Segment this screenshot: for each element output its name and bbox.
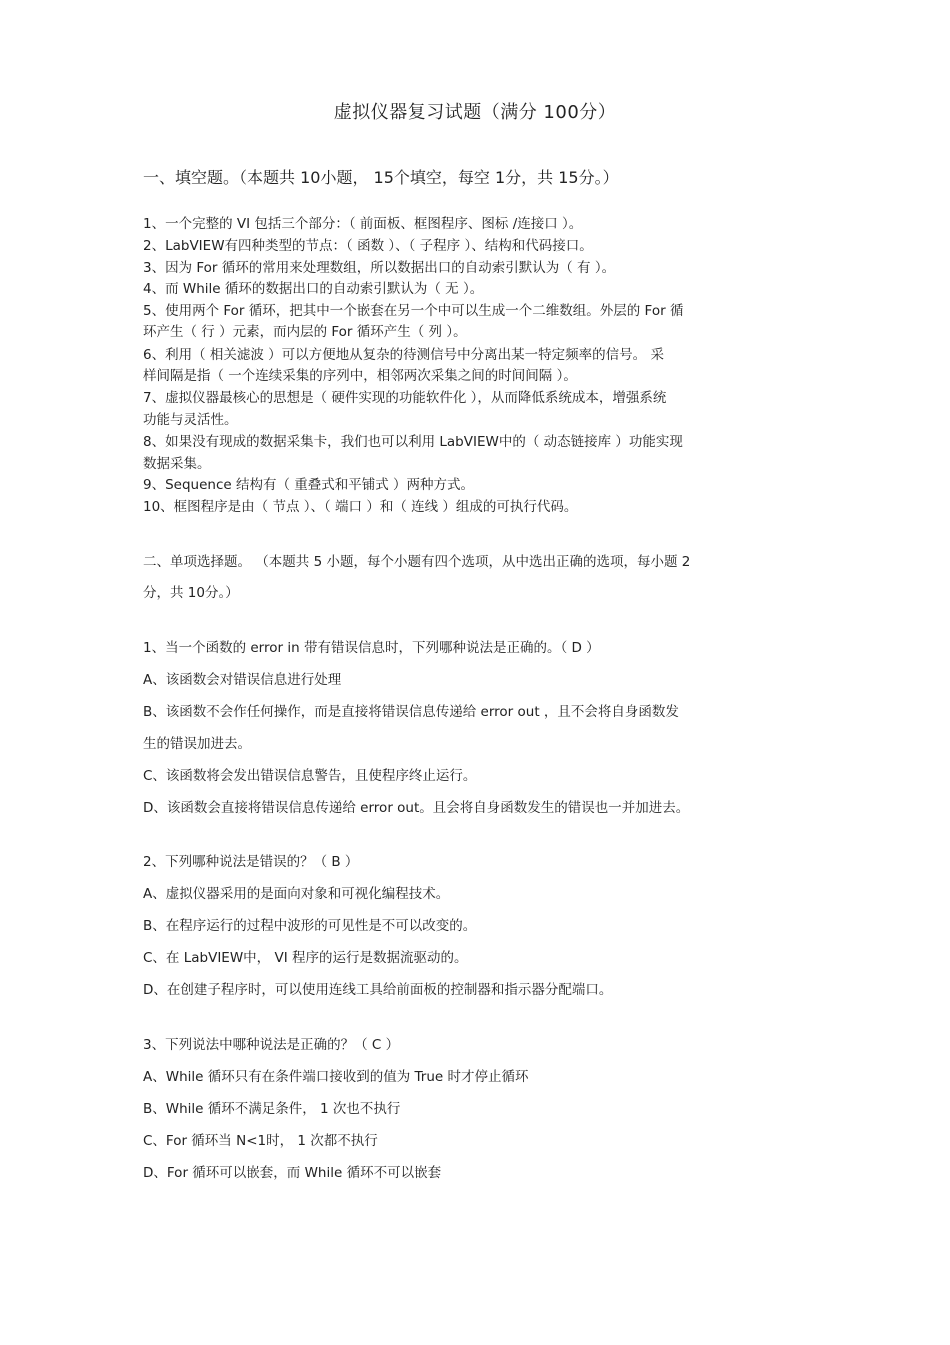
fill-line: 10、框图程序是由（ 节点 ）、（ 端口 ）和（ 连线 ）组成的可执行代码。 (143, 499, 578, 515)
option-line: B、该函数不会作任何操作，而是直接将错误信息传递给 error out ，且不会将自身函数发 (143, 704, 679, 720)
fill-line: 样间隔是指（ 一个连续采集的序列中，相邻两次采集之间的时间间隔 ）。 (143, 368, 577, 384)
fill-line: 5、使用两个 For 循环，把其中一个嵌套在另一个中可以生成一个二维数组。外层的 For 循 (143, 303, 684, 319)
fill-line: 7、虚拟仪器最核心的思想是（ 硬件实现的功能软件化 ），从而降低系统成本，增强系统 (143, 390, 667, 406)
section2-intro: 二、单项选择题。 （本题共 5 小题，每个小题有四个选项，从中选出正确的选项，每小题 2 (143, 554, 691, 570)
fill-line: 6、利用（ 相关滤波 ）可以方便地从复杂的待测信号中分离出某一特定频率的信号。 采 (143, 347, 664, 363)
fill-line: 环产生（ 行 ）元素，而内层的 For 循环产生（ 列 ）。 (143, 324, 467, 340)
section1-heading: 一、填空题。（本题共 10小题， 15个填空，每空 1分，共 15分。） (143, 168, 619, 187)
section2-intro: 分，共 10分。） (143, 585, 239, 601)
option-line: A、该函数会对错误信息进行处理 (143, 672, 342, 688)
option-line: A、While 循环只有在条件端口接收到的值为 True 时才停止循环 (143, 1069, 529, 1085)
option-line: D、该函数会直接将错误信息传递给 error out。且会将自身函数发生的错误也一并加进去。 (143, 800, 690, 816)
option-line: D、For 循环可以嵌套，而 While 循环不可以嵌套 (143, 1165, 442, 1181)
option-line: C、For 循环当 N<1时， 1 次都不执行 (143, 1133, 378, 1149)
fill-line: 数据采集。 (143, 456, 211, 472)
option-line: C、该函数将会发出错误信息警告，且使程序终止运行。 (143, 768, 477, 784)
fill-line: 9、Sequence 结构有（ 重叠式和平铺式 ）两种方式。 (143, 477, 475, 493)
fill-line: 8、如果没有现成的数据采集卡，我们也可以利用 LabVIEW中的（ 动态链接库 ）功能实现 (143, 434, 683, 450)
option-line: B、在程序运行的过程中波形的可见性是不可以改变的。 (143, 918, 477, 934)
option-line: C、在 LabVIEW中， VI 程序的运行是数据流驱动的。 (143, 950, 468, 966)
question-2: 2、下列哪种说法是错误的？（ B ） (143, 854, 359, 870)
question-3: 3、下列说法中哪种说法是正确的？（ C ） (143, 1037, 400, 1053)
fill-line: 1、一个完整的 VI 包括三个部分：（ 前面板、框图程序、图标 /连接口 ）。 (143, 216, 583, 232)
fill-line: 功能与灵活性。 (143, 412, 238, 428)
option-line: A、虚拟仪器采用的是面向对象和可视化编程技术。 (143, 886, 450, 902)
option-line: 生的错误加进去。 (143, 736, 251, 752)
page-title: 虚拟仪器复习试题（满分 100分） (333, 102, 617, 123)
fill-line: 2、LabVIEW有四种类型的节点：（ 函数 ）、（ 子程序 ）、结构和代码接口。 (143, 238, 593, 254)
option-line: B、While 循环不满足条件， 1 次也不执行 (143, 1101, 401, 1117)
fill-line: 4、而 While 循环的数据出口的自动索引默认为（ 无 ）。 (143, 281, 484, 297)
option-line: D、在创建子程序时，可以使用连线工具给前面板的控制器和指示器分配端口。 (143, 982, 613, 998)
fill-line: 3、因为 For 循环的常用来处理数组，所以数据出口的自动索引默认为（ 有 ）。 (143, 260, 616, 276)
question-1: 1、当一个函数的 error in 带有错误信息时，下列哪种说法是正确的。（ D ） (143, 640, 600, 656)
